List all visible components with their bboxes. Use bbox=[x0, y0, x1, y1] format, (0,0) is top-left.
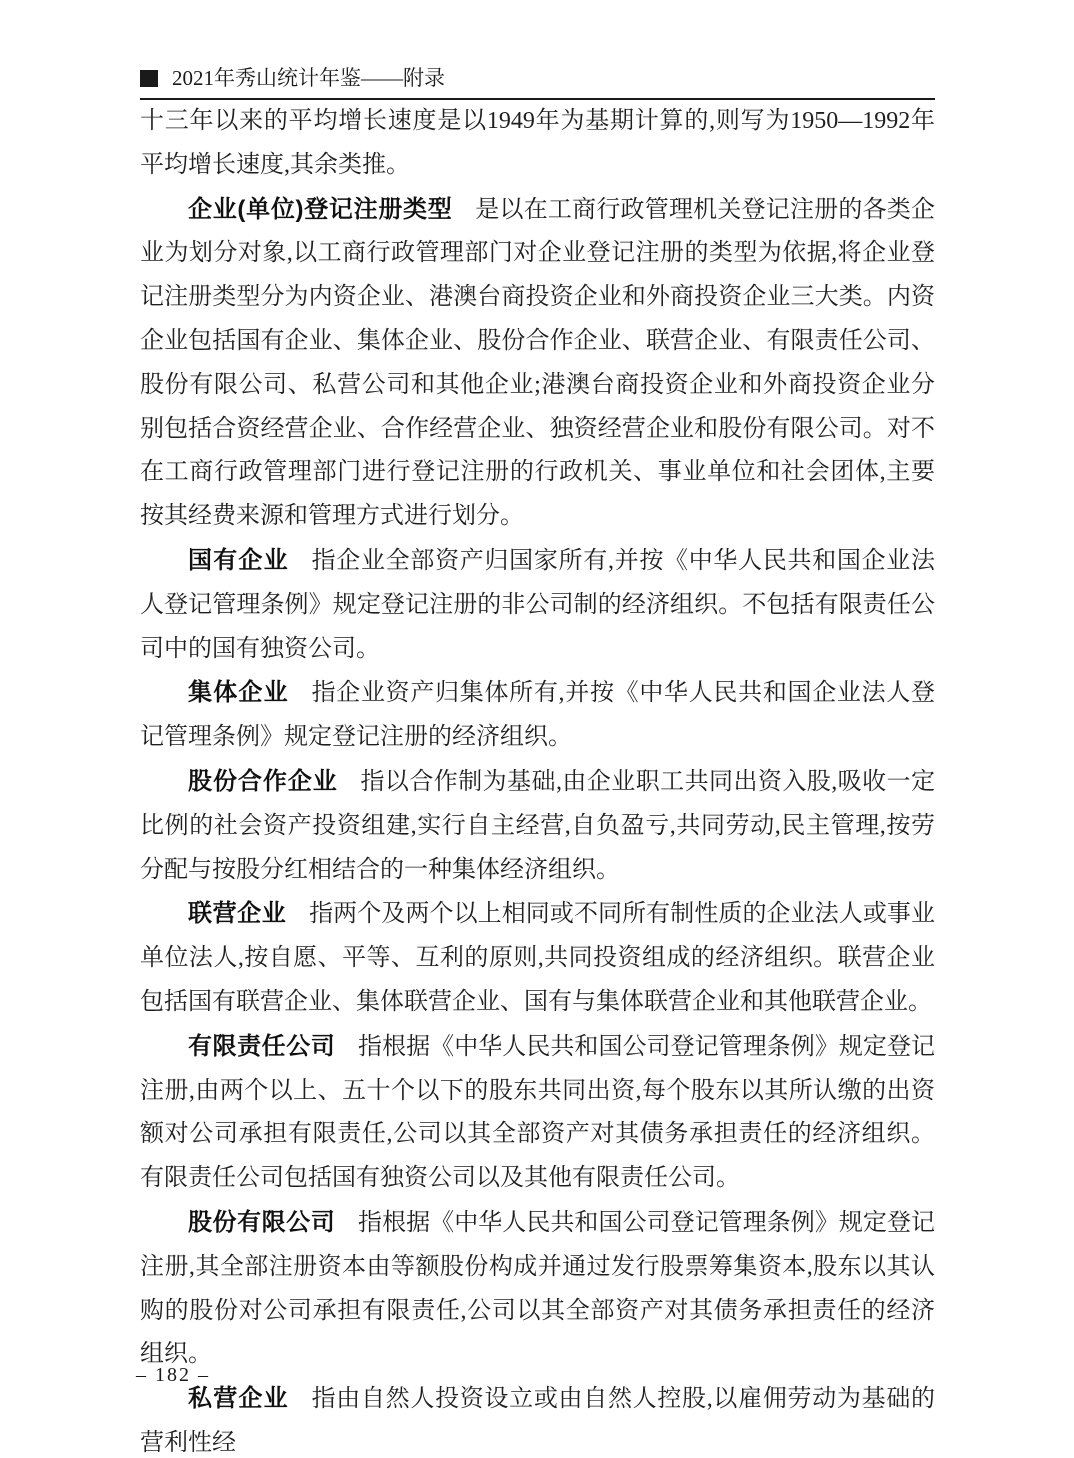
term-label: 企业(单位)登记注册类型 bbox=[188, 195, 453, 223]
page-body bbox=[140, 100, 935, 1458]
paragraph-text: 十三年以来的平均增长速度是以1949年为基期计算的,则写为1950—1992年平均增长速度,其余类推。 bbox=[140, 108, 935, 178]
paragraph-share-cooperative bbox=[140, 760, 935, 892]
term-label: 股份合作企业 bbox=[188, 767, 338, 795]
paragraph-text: 指以合作制为基础,由企业职工共同出资入股,吸收一定比例的社会资产投资组建,实行自主经营,自负盈亏,共同劳动,民主管理,按劳分配与按股分红相结合的一种集体经济组织。 bbox=[140, 768, 935, 883]
paragraph-joint-operation bbox=[140, 892, 935, 1024]
term-label: 国有企业 bbox=[188, 546, 289, 574]
paragraph-text: 指企业全部资产归国家所有,并按《中华人民共和国企业法人登记管理条例》规定登记注册的非公司制的经济组织。不包括有限责任公司中的国有独资公司。 bbox=[140, 547, 936, 662]
paragraph-text: 指由自然人投资设立或由自然人控股,以雇佣劳动为基础的营利性经 bbox=[140, 1386, 936, 1456]
square-bullet-icon bbox=[140, 70, 158, 87]
paragraph-text: 指根据《中华人民共和国公司登记管理条例》规定登记注册,其全部注册资本由等额股份构成并通过发行股票筹集资本,股东以其认购的股份对公司承担有限责任,公司以其全部资产对其债务承担责任的经济组织。 bbox=[140, 1209, 935, 1368]
header-title: 2021年秀山统计年鉴——附录 bbox=[172, 66, 445, 90]
paragraph-registration-type bbox=[140, 188, 935, 539]
paragraph-private-enterprise bbox=[140, 1377, 935, 1458]
term-label: 联营企业 bbox=[188, 900, 287, 928]
term-label: 私营企业 bbox=[188, 1385, 289, 1413]
term-label: 集体企业 bbox=[188, 679, 289, 707]
term-label: 有限责任公司 bbox=[188, 1032, 336, 1060]
running-header bbox=[140, 68, 935, 100]
paragraph-collective bbox=[140, 671, 935, 760]
term-label: 股份有限公司 bbox=[188, 1208, 336, 1236]
page-number: – 182 – bbox=[136, 1364, 210, 1386]
paragraph-joint-stock bbox=[140, 1201, 935, 1377]
paragraph-limited-liability bbox=[140, 1025, 935, 1201]
paragraph-text: 指两个及两个以上相同或不同所有制性质的企业法人或事业单位法人,按自愿、平等、互利的原则,共同投资组成的经济组织。联营企业包括国有联营企业、集体联营企业、国有与集体联营企业和其他联营企业。 bbox=[140, 901, 936, 1015]
paragraph-continuation bbox=[140, 100, 935, 188]
paragraph-text: 指根据《中华人民共和国公司登记管理条例》规定登记注册,由两个以上、五十个以下的股东共同出资,每个股东以其所认缴的出资额对公司承担有限责任,公司以其全部资产对其债务承担责任的经济组织。有限责任公司包括国有独资公司以及其他有限责任公司。 bbox=[140, 1033, 935, 1192]
paragraph-text: 指企业资产归集体所有,并按《中华人民共和国企业法人登记管理条例》规定登记注册的经济组织。 bbox=[140, 680, 936, 751]
paragraph-state-owned bbox=[140, 539, 935, 671]
paragraph-text: 是以在工商行政管理机关登记注册的各类企业为划分对象,以工商行政管理部门对企业登记注册的类型为依据,将企业登记注册类型分为内资企业、港澳台商投资企业和外商投资企业三大类。内资企业包括国有企业、集体企业、股份合作企业、联营企业、有限责任公司、股份有限公司、私营公司和其他企业;港澳台商投资企业和外商投资企业分别包括合资经营企业、合作经营企业、独资经营企业和股份有限公司。对不在工商行政管理部门进行登记注册的行政机关、事业单位和社会团体,主要按其经费来源和管理方式进行划分。 bbox=[140, 196, 936, 530]
